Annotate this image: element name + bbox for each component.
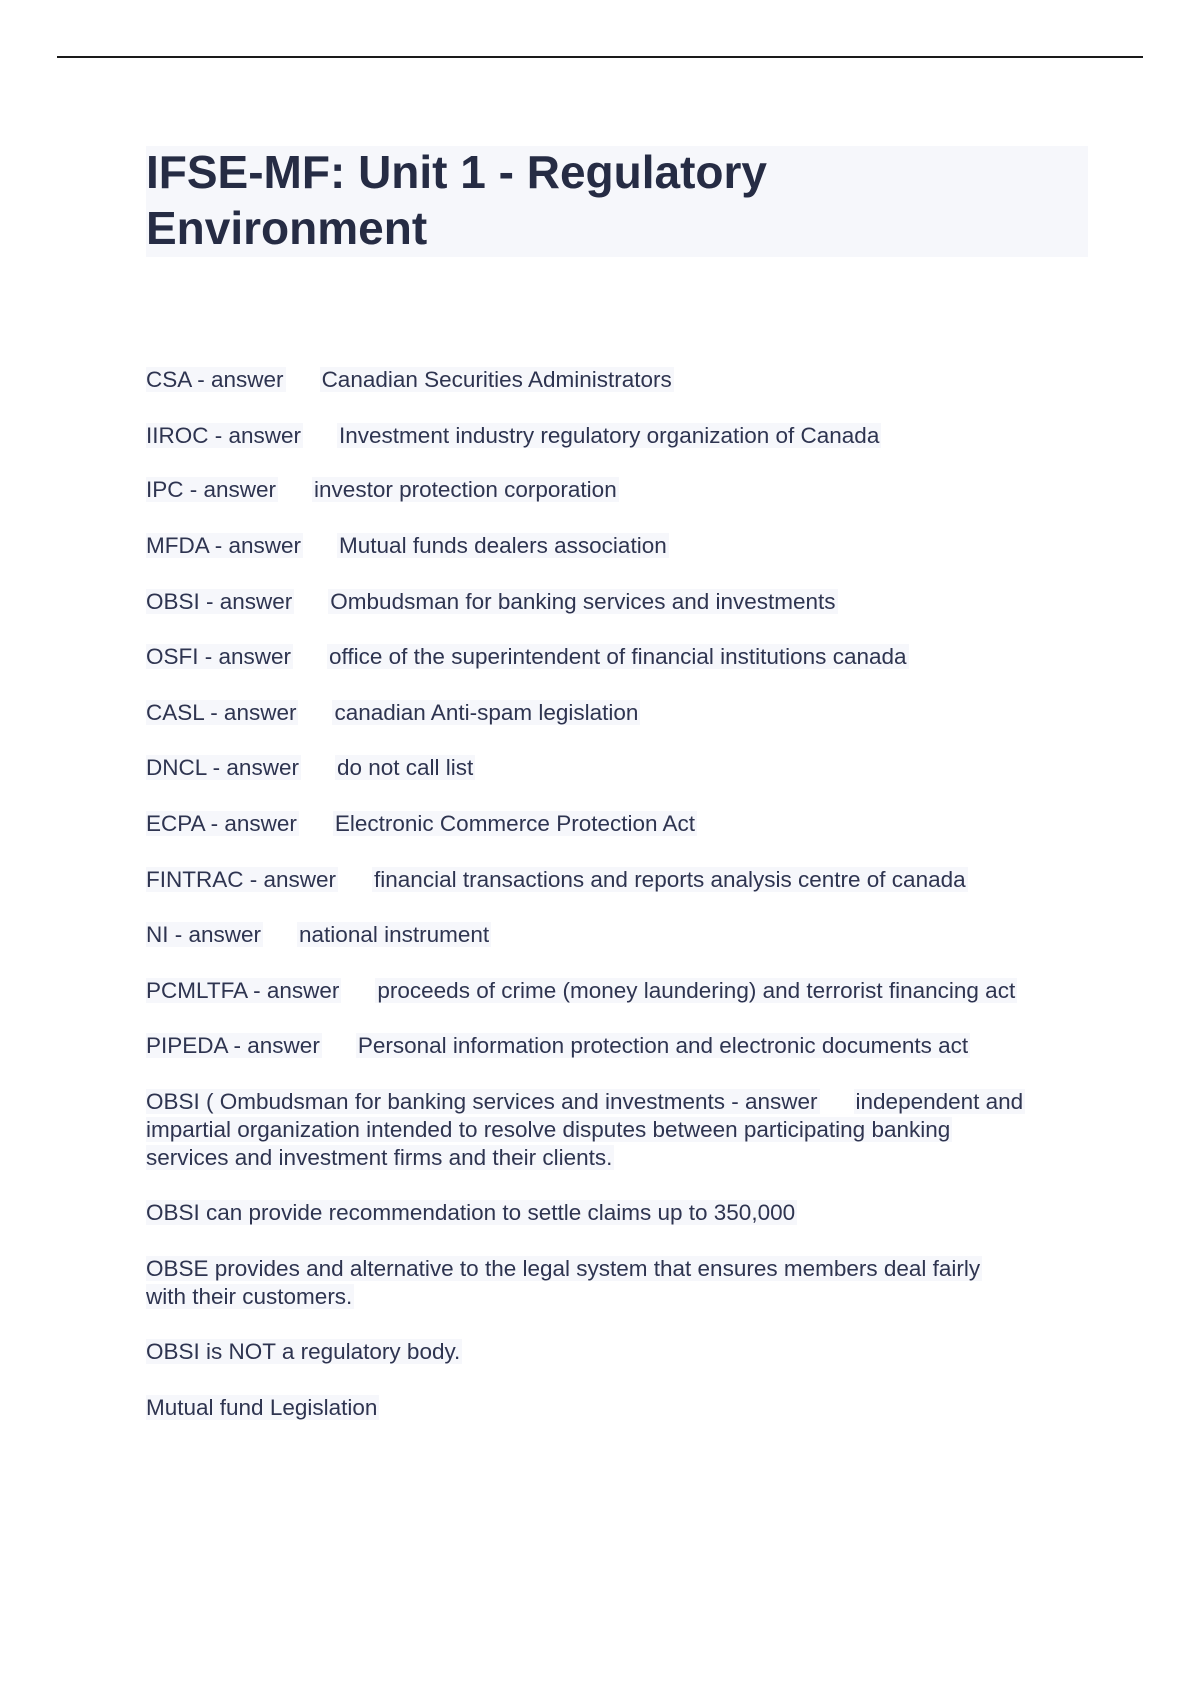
answer-text: financial transactions and reports analysis centre of canada bbox=[374, 867, 966, 892]
list-item bbox=[146, 532, 669, 560]
list-item bbox=[146, 476, 619, 504]
note-claims bbox=[146, 1199, 797, 1227]
answer-text: Ombudsman for banking services and investments bbox=[330, 589, 836, 614]
obsi-definition-line-1 bbox=[146, 1088, 1025, 1116]
term-label: IIROC - answer bbox=[146, 423, 302, 448]
term-label: CASL - answer bbox=[146, 700, 297, 725]
list-item bbox=[146, 422, 881, 450]
paragraph-text: Mutual fund Legislation bbox=[146, 1395, 378, 1420]
list-item bbox=[146, 866, 968, 894]
term-label: CSA - answer bbox=[146, 367, 284, 392]
paragraph-text: with their customers. bbox=[146, 1284, 353, 1309]
term-label: OBSI - answer bbox=[146, 589, 293, 614]
list-item bbox=[146, 977, 1017, 1005]
top-rule bbox=[57, 56, 1143, 58]
term-label: OSFI - answer bbox=[146, 644, 292, 669]
list-item bbox=[146, 588, 838, 616]
answer-text: proceeds of crime (money laundering) and terrorist financing act bbox=[377, 978, 1016, 1003]
answer-text: Investment industry regulatory organization of Canada bbox=[339, 423, 880, 448]
term-label: DNCL - answer bbox=[146, 755, 299, 780]
term-label: NI - answer bbox=[146, 922, 262, 947]
paragraph-text: OBSI is NOT a regulatory body. bbox=[146, 1339, 461, 1364]
term-label: PIPEDA - answer bbox=[146, 1033, 320, 1058]
list-item bbox=[146, 1032, 970, 1060]
list-item bbox=[146, 754, 475, 782]
answer-text: office of the superintendent of financial institutions canada bbox=[329, 644, 907, 669]
list-item bbox=[146, 810, 697, 838]
term-label: OBSI ( Ombudsman for banking services and investments - answer bbox=[146, 1089, 818, 1114]
answer-text: Canadian Securities Administrators bbox=[321, 367, 672, 392]
paragraph-text: services and investment firms and their clients. bbox=[146, 1145, 613, 1170]
list-item bbox=[146, 921, 491, 949]
obsi-definition-line-2 bbox=[146, 1116, 952, 1144]
answer-text: canadian Anti-spam legislation bbox=[334, 700, 639, 725]
list-item bbox=[146, 366, 674, 394]
term-label: MFDA - answer bbox=[146, 533, 302, 558]
answer-text: Mutual funds dealers association bbox=[339, 533, 667, 558]
paragraph-text: impartial organization intended to resolve disputes between participating banking bbox=[146, 1117, 951, 1142]
list-item bbox=[146, 699, 640, 727]
term-label: ECPA - answer bbox=[146, 811, 297, 836]
answer-text: Personal information protection and electronic documents act bbox=[357, 1033, 969, 1058]
answer-text: investor protection corporation bbox=[314, 477, 617, 502]
answer-text: Electronic Commerce Protection Act bbox=[334, 811, 696, 836]
section-heading bbox=[146, 1394, 379, 1422]
note-alternative-line-2 bbox=[146, 1283, 354, 1311]
list-item bbox=[146, 643, 909, 671]
page-title: IFSE-MF: Unit 1 - Regulatory Environment bbox=[146, 146, 767, 254]
answer-text: independent and bbox=[855, 1089, 1024, 1114]
paragraph-text: OBSE provides and alternative to the legal system that ensures members deal fairly bbox=[146, 1256, 981, 1281]
obsi-definition-line-3 bbox=[146, 1144, 614, 1172]
paragraph-text: OBSI can provide recommendation to settle claims up to 350,000 bbox=[146, 1200, 796, 1225]
term-label: PCMLTFA - answer bbox=[146, 978, 340, 1003]
note-not-regulatory bbox=[146, 1338, 462, 1366]
term-label: IPC - answer bbox=[146, 477, 277, 502]
note-alternative-line-1 bbox=[146, 1255, 982, 1283]
answer-text: do not call list bbox=[336, 755, 474, 780]
answer-text: national instrument bbox=[299, 922, 490, 947]
term-label: FINTRAC - answer bbox=[146, 867, 337, 892]
